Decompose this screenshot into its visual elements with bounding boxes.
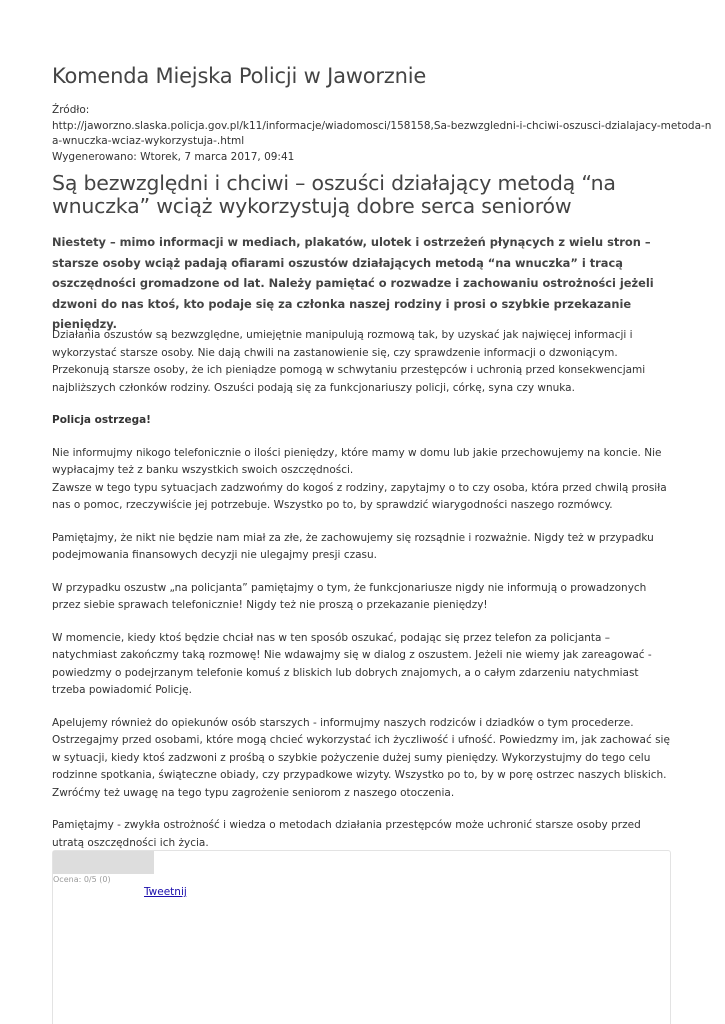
source-url-line-1: http://jaworzno.slaska.policja.gov.pl/k11/informacje/wiadomosci/158158,Sa-bezwzgledni-i-chciwi-oszusci-dzialajacy-metoda-n <box>52 119 712 132</box>
paragraph-advice <box>52 445 674 515</box>
rating-widget <box>52 850 671 1024</box>
warning-heading: Policja ostrzega! <box>52 414 151 426</box>
paragraph-intro: Działania oszustów są bezwzględne, umiejętnie manipulują rozmową tak, by uzyskać jak najwięcej informacji i wykorzystać starsze osoby. Nie dają chwili na zastanowienie się, czy sprawdzenie informacji o dzwoniącym. Przekonują starsze osoby, że ich pieniądze pomogą w schwytaniu przestępców i uchronią przed konsekwencjami najbliższych członków rodziny. Oszuści podają się za funkcjonariuszy policji, córkę, syna czy wnuka. <box>52 329 646 394</box>
paragraph-reminder: Pamiętajmy, że nikt nie będzie nam miał za złe, że zachowujemy się rozsądnie i rozważnie. Nigdy też w przypadku podejmowania finansowych decyzji nie ulegajmy presji czasu. <box>52 531 654 561</box>
paragraph-conclusion: Pamiętajmy - zwykła ostrożność i wiedza o metodach działania przestępców może uchronić starsze osoby przed utratą oszczędności ich życia. <box>52 819 641 849</box>
site-title: Komenda Miejska Policji w Jaworznie <box>52 64 427 88</box>
rating-score: Ocena: 0/5 (0) <box>53 875 111 884</box>
paragraph-advice-line-2: Zawsze w tego typu sytuacjach zadzwońmy do kogoś z rodziny, zapytajmy o to czy osoba, która przed chwilą prosiła nas o pomoc, rzeczywiście jej potrzebuje. Wszystko po to, by sprawdzić wiarygodności naszego rozmówcy. <box>52 481 667 511</box>
source-url-line-2: a-wnuczka-wciaz-wykorzystuja-.html <box>52 135 245 147</box>
article-body <box>52 327 674 867</box>
tweet-link[interactable]: Tweetnij <box>144 886 187 898</box>
generated-timestamp: Wygenerowano: Wtorek, 7 marca 2017, 09:41 <box>52 150 295 163</box>
paragraph-advice-line-1: Nie informujmy nikogo telefonicznie o ilości pieniędzy, które mamy w domu lub jakie przechowujemy na koncie. Nie wypłacajmy też z banku wszystkich swoich oszczędności. <box>52 446 662 476</box>
source-meta <box>52 103 712 165</box>
paragraph-end-call: W momencie, kiedy ktoś będzie chciał nas w ten sposób oszukać, podając się przez telefon za policjanta – natychmiast zakończmy taką rozmowę! Nie wdawajmy się w dialog z oszustem. Jeżeli nie wiemy jak zareagować - powiedzmy o podejrzanym telefonie komuś z bliskich lub dobrych znajomych, a o całym zdarzeniu natychmiast trzeba powiadomić Policję. <box>52 631 652 696</box>
paragraph-appeal: Apelujemy również do opiekunów osób starszych - informujmy naszych rodziców i dziadków o tym procederze. Ostrzegajmy przed osobami, które mogą chcieć wykorzystać ich życzliwość i ufność. Powiedzmy im, jak zachować się w sytuacji, kiedy ktoś zadzwoni z prośbą o szybkie pożyczenie dużej sumy pieniędzy. Wykorzystujmy do tego celu rodzinne spotkania, świąteczne obiady, czy przypadkowe wizyty. Wszystko po to, by w porę ostrzec naszych bliskich. Zwróćmy też uwagę na tego typu zagrożenie seniorom z naszego otoczenia. <box>52 716 670 799</box>
paragraph-police-scam: W przypadku oszustw „na policjanta” pamiętajmy o tym, że funkcjonariusze nigdy nie informują o prowadzonych przez siebie sprawach telefonicznie! Nigdy też nie proszą o przekazanie pieniędzy! <box>52 581 647 611</box>
article-lead: Niestety – mimo informacji w mediach, plakatów, ulotek i ostrzeżeń płynących z wielu stron – starsze osoby wciąż padają ofiarami oszustów działających metodą “na wnuczka” i tracą oszczędności gromadzone od lat. Należy pamiętać o rozwadze i zachowaniu ostrożności jeżeli dzwoni do nas ktoś, kto podaje się za członka naszej rodziny i prosi o szybkie przekazanie pieniędzy. <box>52 235 654 331</box>
rating-bar[interactable] <box>53 851 154 874</box>
source-label: Źródło: <box>52 104 90 116</box>
article-title: Są bezwzględni i chciwi – oszuści działający metodą “na wnuczka” wciąż wykorzystują dobre serca seniorów <box>52 171 616 218</box>
